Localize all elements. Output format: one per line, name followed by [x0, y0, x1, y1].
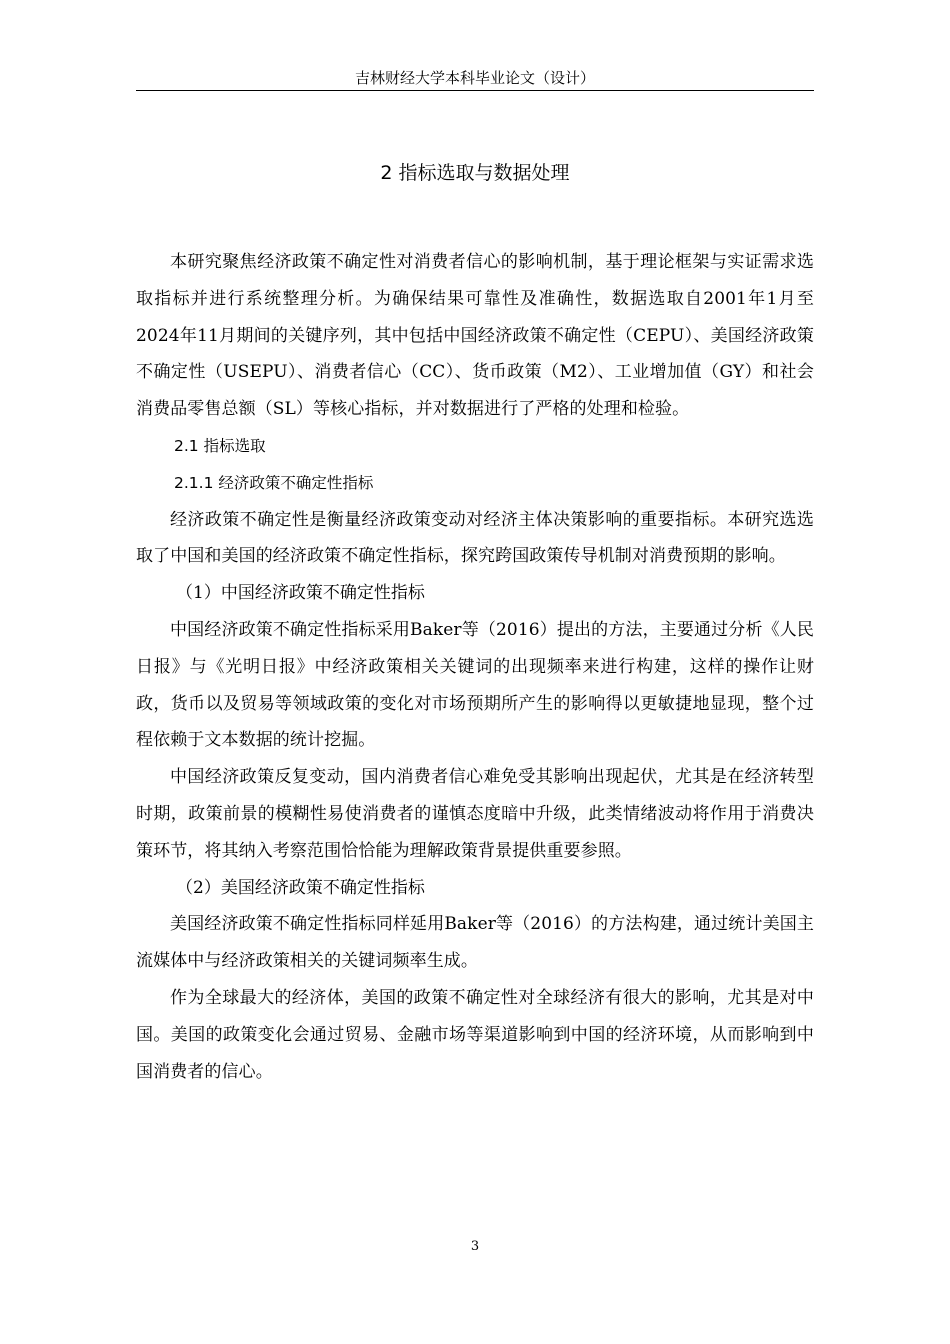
section-heading-2-1-1: 2.1.1 经济政策不确定性指标 — [174, 473, 374, 492]
subheading-us-epu: （2）美国经济政策不确定性指标 — [176, 877, 425, 898]
intro-paragraph: 本研究聚焦经济政策不确定性对消费者信心的影响机制，基于理论框架与实证需求选取指标并进行系统整理分析。为确保结果可靠性及准确性，数据选取自2001年1月至2024年11月期间的关键序列，其中包括中国经济政策不确定性（CEPU）、美国经济政策不确定性（USEPU）、消费者信心（CC）、货币政策（M2）、工业增加值（GY）和社会消费品零售总额（SL）等核心指标，并对数据进行了严格的处理和检验。 — [136, 252, 814, 420]
section-heading-2-1: 2.1 指标选取 — [174, 436, 266, 455]
paragraph-us-epu-method: 美国经济政策不确定性指标同样延用Baker等（2016）的方法构建，通过统计美国主流媒体中与经济政策相关的关键词频率生成。 — [136, 914, 814, 972]
chapter-title: 2 指标选取与数据处理 — [380, 162, 570, 184]
paragraph-epu-overview: 经济政策不确定性是衡量经济政策变动对经济主体决策影响的重要指标。本研究选选取了中国和美国的经济政策不确定性指标，探究跨国政策传导机制对消费预期的影响。 — [136, 509, 814, 567]
paragraph-china-epu-impact: 中国经济政策反复变动，国内消费者信心难免受其影响出现起伏，尤其是在经济转型时期，政策前景的模糊性易使消费者的谨慎态度暗中升级，此类情绪波动将作用于消费决策环节，将其纳入考察范围恰恰能为理解政策背景提供重要参照。 — [136, 767, 814, 861]
header-rule — [136, 90, 814, 91]
page-header: 吉林财经大学本科毕业论文（设计） — [354, 69, 595, 87]
paragraph-us-epu-impact: 作为全球最大的经济体，美国的政策不确定性对全球经济有很大的影响，尤其是对中国。美国的政策变化会通过贸易、金融市场等渠道影响到中国的经济环境，从而影响到中国消费者的信心。 — [136, 987, 814, 1082]
page-number: 3 — [470, 1239, 480, 1254]
paragraph-china-epu-method: 中国经济政策不确定性指标采用Baker等（2016）提出的方法，主要通过分析《人民日报》与《光明日报》中经济政策相关关键词的出现频率来进行构建，这样的操作让财政，货币以及贸易等领域政策的变化对市场预期所产生的影响得以更敏捷地显现，整个过程依赖于文本数据的统计挖掘。 — [136, 619, 814, 751]
body-content — [136, 244, 814, 1090]
subheading-china-epu: （1）中国经济政策不确定性指标 — [176, 583, 425, 604]
